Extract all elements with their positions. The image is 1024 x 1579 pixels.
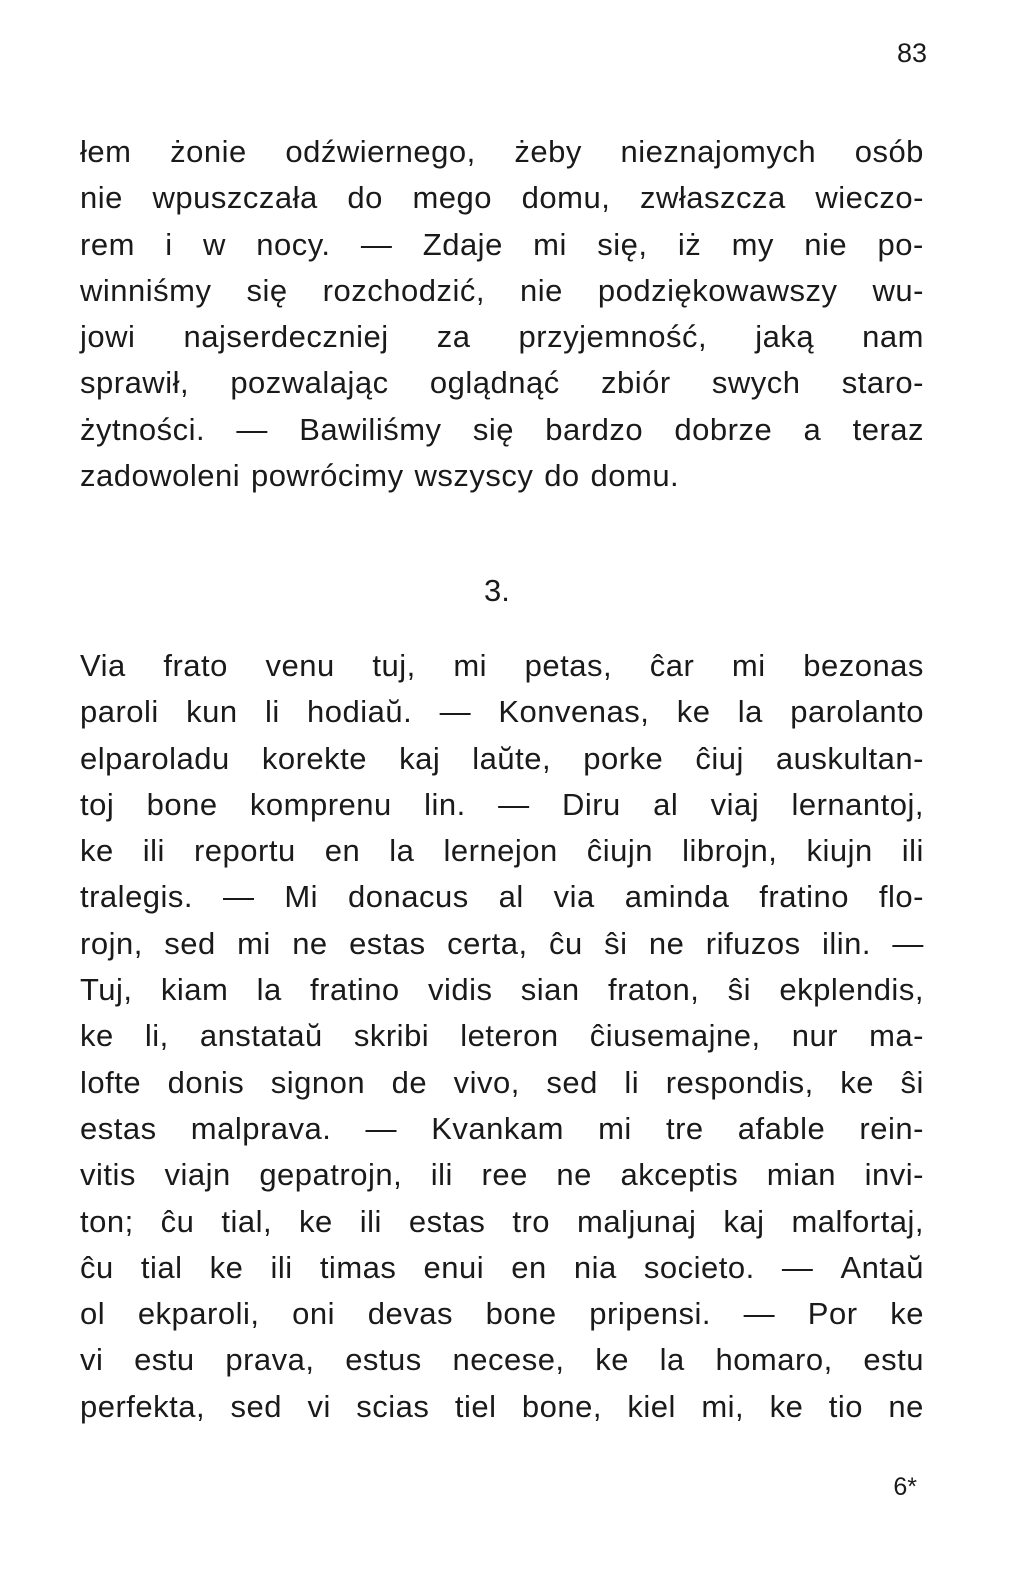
- text-line: tralegis. — Mi donacus al via aminda fratino flo-: [80, 879, 924, 915]
- page-number: 83: [896, 38, 927, 68]
- text-line: ke ili reportu en la lernejon ĉiujn librojn, kiujn ili: [80, 833, 924, 869]
- text-line: rem i w nocy. — Zdaje mi się, iż my nie po-: [80, 226, 924, 262]
- text-line: vi estu prava, estus necese, ke la homaro, estu: [80, 1342, 924, 1378]
- text-line: elparoladu korekte kaj laŭte, porke ĉiuj auskultan-: [80, 740, 924, 776]
- signature-mark: 6*: [893, 1473, 917, 1501]
- text-line: perfekta, sed vi scias tiel bone, kiel mi, ke tio ne: [80, 1388, 924, 1424]
- text-line: rojn, sed mi ne estas certa, ĉu ŝi ne rifuzos ilin. —: [80, 925, 924, 961]
- text-line: Tuj, kiam la fratino vidis sian fraton, ŝi ekplendis,: [80, 972, 924, 1008]
- text-line: ke li, anstataŭ skribi leteron ĉiusemajne, nur ma-: [80, 1018, 924, 1054]
- text-line: estas malprava. — Kvankam mi tre afable rein-: [80, 1110, 924, 1146]
- section-number: 3.: [484, 573, 510, 608]
- text-line: żytności. — Bawiliśmy się bardzo dobrze a teraz: [80, 411, 924, 447]
- text-line: łem żonie odźwiernego, żeby nieznajomych osób: [80, 134, 924, 169]
- esperanto-paragraph: [80, 643, 924, 1430]
- text-line: vitis viajn gepatrojn, ili ree ne akceptis mian invi-: [80, 1157, 924, 1193]
- polish-paragraph: [80, 129, 924, 499]
- text-line: nie wpuszczała do mego domu, zwłaszcza wieczo-: [80, 180, 924, 216]
- text-line: ol ekparoli, oni devas bone pripensi. — Por ke: [80, 1296, 924, 1332]
- text-line: ton; ĉu tial, ke ili estas tro maljunaj kaj malfortaj,: [80, 1203, 924, 1239]
- text-line: sprawił, pozwalając oglądnąć zbiór swych staro-: [80, 365, 924, 401]
- text-line: ĉu tial ke ili timas enui en nia societo. — Antaŭ: [80, 1249, 924, 1285]
- text-line: zadowoleni powrócimy wszyscy do domu.: [80, 458, 680, 494]
- text-line: toj bone komprenu lin. — Diru al viaj lernantoj,: [80, 786, 924, 822]
- text-line: paroli kun li hodiaŭ. — Konvenas, ke la parolanto: [80, 694, 924, 730]
- text-line: jowi najserdeczniej za przyjemność, jaką nam: [80, 319, 924, 355]
- text-line: Via frato venu tuj, mi petas, ĉar mi bezonas: [80, 648, 924, 683]
- text-line: lofte donis signon de vivo, sed li respondis, ke ŝi: [80, 1064, 924, 1100]
- text-line: winniśmy się rozchodzić, nie podziękowawszy wu-: [80, 272, 924, 308]
